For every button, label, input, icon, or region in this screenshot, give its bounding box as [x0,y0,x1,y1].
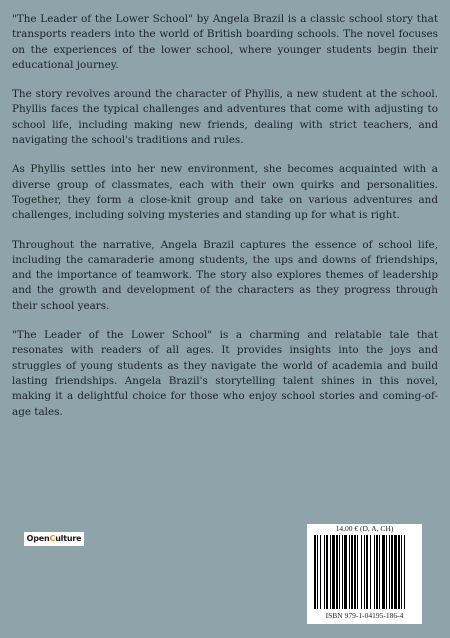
barcode-bar [332,535,335,609]
barcode-bar [382,535,385,609]
barcode-bar [320,535,321,609]
barcode-bar [394,535,397,609]
barcode-bar [342,535,343,609]
publisher-logo [24,532,84,546]
barcode-bar [364,535,365,609]
price-label: 14,00 € (D, A, CH) [335,524,394,533]
barcode-bar [370,535,371,609]
barcode-bar [357,535,358,609]
barcode-bar [398,535,400,609]
barcode-bar [354,535,356,609]
barcode-bar [326,535,328,609]
back-cover-description [12,12,438,434]
barcode-bar [317,535,318,609]
barcode-bar [351,535,353,609]
barcode-label [307,524,422,624]
barcode-bar [386,535,387,609]
barcode-bar [349,535,350,609]
description-paragraph-4: Throughout the narrative, Angela Brazil captures the essence of school life, including the camaraderie among students, the ups and downs of friendships, and the importance of teamwork. The story also explores themes of leadership and the growth and development of the characters as they progress through their school years. [12,238,438,312]
barcode-bar [361,535,362,609]
isbn-barcode [313,535,416,609]
logo-text-open: Open [26,534,50,543]
barcode-bar [339,535,340,609]
barcode-bar [379,535,380,609]
barcode-bar [401,535,402,609]
barcode-bar [404,535,405,609]
barcode-bar [324,535,325,609]
logo-text-highlight: C [49,534,56,543]
barcode-bar [376,535,378,609]
barcode-bar [391,535,393,609]
description-paragraph-1: "The Leader of the Lower School" by Angela Brazil is a classic school story that transports readers into the world of British boarding schools. The novel focuses on the experiences of the lower school, where younger students begin their educational journey. [12,13,438,71]
isbn-number: ISBN 979-1-04195-186-4 [325,611,404,620]
barcode-bar [374,535,375,609]
logo-text-ulture: ulture [55,534,82,543]
barcode-bar [366,535,368,609]
barcode-bar [330,535,331,609]
barcode-bar [344,535,347,609]
description-paragraph-5: "The Leader of the Lower School" is a charming and relatable tale that resonates with readers of all ages. It provides insights into the joys and struggles of young students as they navigate the world of academia and build lasting friendships. Angela Brazil's storytelling talent shines in this novel, making it a delightful choice for those who enjoy school stories and coming-of-age tales. [12,329,438,418]
barcode-bar [314,535,316,609]
description-paragraph-2: The story revolves around the character of Phyllis, a new student at the school. Phyllis faces the typical challenges and adventures that come with adjusting to school life, including making new friends, dealing with strict teachers, and navigating the school's traditions and rules. [12,88,438,147]
barcode-bar [336,535,338,609]
barcode-bar [389,535,390,609]
description-paragraph-3: As Phyllis settles into her new environment, she becomes acquainted with a diverse group of classmates, each with their own quirks and personalities. Together, they form a close-knit group and take on various adventures and challenges, including solving mysteries and standing up for what is right. [12,163,438,222]
